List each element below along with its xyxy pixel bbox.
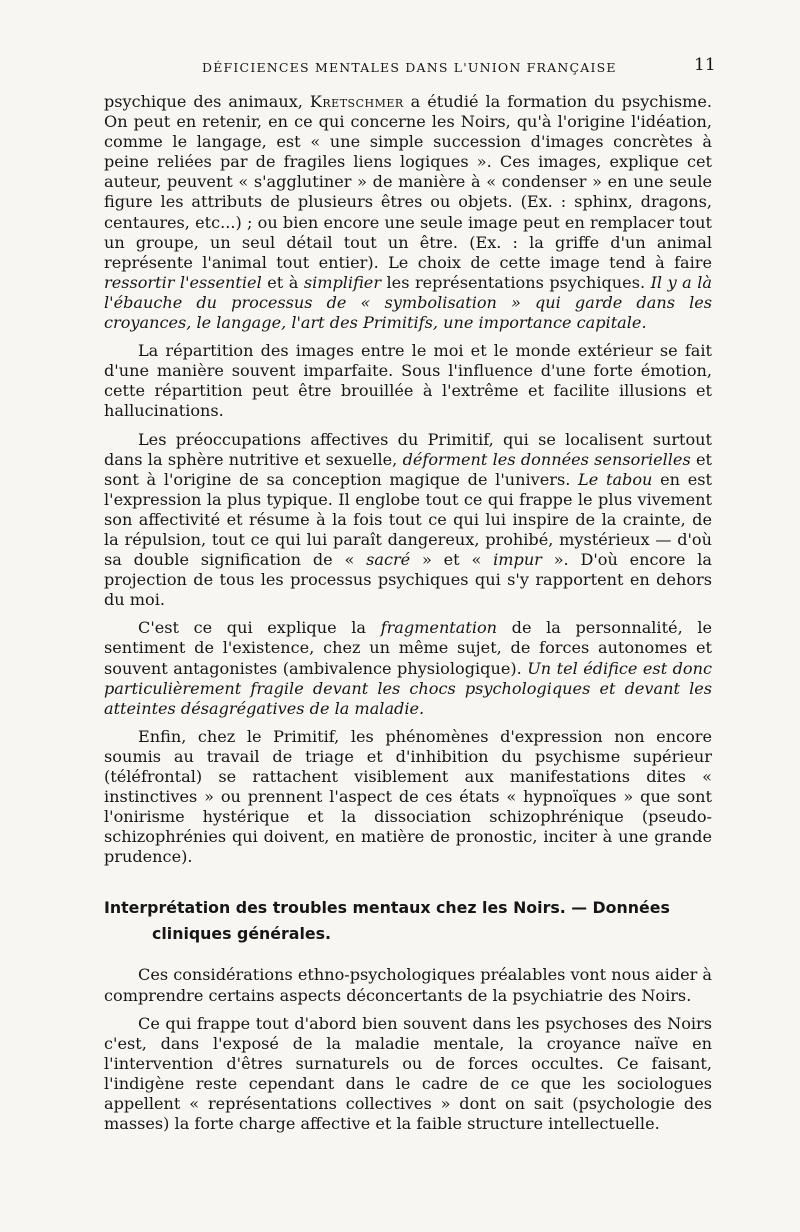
- body-text: [104, 92, 712, 1142]
- page-number: 11: [694, 55, 716, 75]
- author-name: Kretschmer: [309, 92, 404, 111]
- section-heading-line-2: cliniques générales.: [152, 924, 331, 944]
- paragraph-3: Les préoccupations affectives du Primitif, qui se localisent surtout dans la sphère nutritive et sexuelle, déforment les données sensorielles et sont à l'origine de sa conception magique de l'univers. Le tabou en est l'expression la plus typique. Il englobe tout ce qui frappe le plus vivement son affectivité et résume à la fois tout ce qui lui inspire de la crainte, de la répulsion, tout ce qui lui paraît dangereux, prohibé, mystérieux — d'où sa double signification de « sacré » et « impur ». D'où encore la projection de tous les processus psychiques qui s'y rapportent en dehors du moi.: [104, 429, 712, 610]
- section-heading: [104, 895, 712, 947]
- section-heading-line-1: Interprétation des troubles mentaux chez les Noirs. — Données: [104, 898, 670, 918]
- paragraph-5: Enfin, chez le Primitif, les phénomènes d'expression non encore soumis au travail de triage et d'inhibition du psychisme supérieur (téléfrontal) se rattachent visiblement aux manifestations dites « instinctives » ou prennent l'aspect de ces états « hypnoïques » que sont l'onirisme hystérique et la dissociation schizophrénique (pseudo-schizophrénies qui doivent, en matière de pronostic, inciter à une grande prudence).: [104, 726, 712, 867]
- running-header: DÉFICIENCES MENTALES DANS L'UNION FRANÇAISE: [202, 60, 617, 75]
- paragraph-6: Ces considérations ethno-psychologiques préalables vont nous aider à comprendre certains aspects déconcertants de la psychiatrie des Noirs.: [104, 965, 712, 1005]
- paragraph-1: psychique des animaux, Kretschmer a étudié la formation du psychisme. On peut en retenir, en ce qui concerne les Noirs, qu'à l'origine l'idéation, comme le langage, est « une simple succession d'images concrètes à peine reliées par de fragiles liens logiques ». Ces images, explique cet auteur, peuvent « s'agglutiner » de manière à « condenser » en une seule figure les attributs de plusieurs êtres ou objets. (Ex. : sphinx, dragons, centaures, etc...) ; ou bien encore une seule image peut en remplacer tout un groupe, un seul détail tout un être. (Ex. : la griffe d'un animal représente l'animal tout entier). Le choix de cette image tend à faire ressortir l'essentiel et à simplifier les représentations psychiques. Il y a là l'ébauche du processus de « symbolisation » qui garde dans les croyances, le langage, l'art des Primitifs, une importance capitale.: [104, 92, 713, 333]
- paragraph-2: La répartition des images entre le moi et le monde extérieur se fait d'une manière souvent imparfaite. Sous l'influence d'une forte émotion, cette répartition peut être brouillée à l'extrême et facilite illusions et hallucinations.: [104, 341, 712, 421]
- paragraph-7: Ce qui frappe tout d'abord bien souvent dans les psychoses des Noirs c'est, dans l'exposé de la maladie mentale, la croyance naïve en l'intervention d'êtres surnaturels ou de forces occultes. Ce faisant, l'indigène reste cependant dans le cadre de ce que les sociologues appellent « représentations collectives » dont on sait (psychologie des masses) la forte charge affective et la faible structure intellectuelle.: [104, 1013, 712, 1134]
- paragraph-4: C'est ce qui explique la fragmentation de la personnalité, le sentiment de l'existence, chez un même sujet, de forces autonomes et souvent antagonistes (ambivalence physiologique). Un tel édifice est donc particulièrement fragile devant les chocs psychologiques et devant les atteintes désagrégatives de la maladie.: [104, 618, 712, 718]
